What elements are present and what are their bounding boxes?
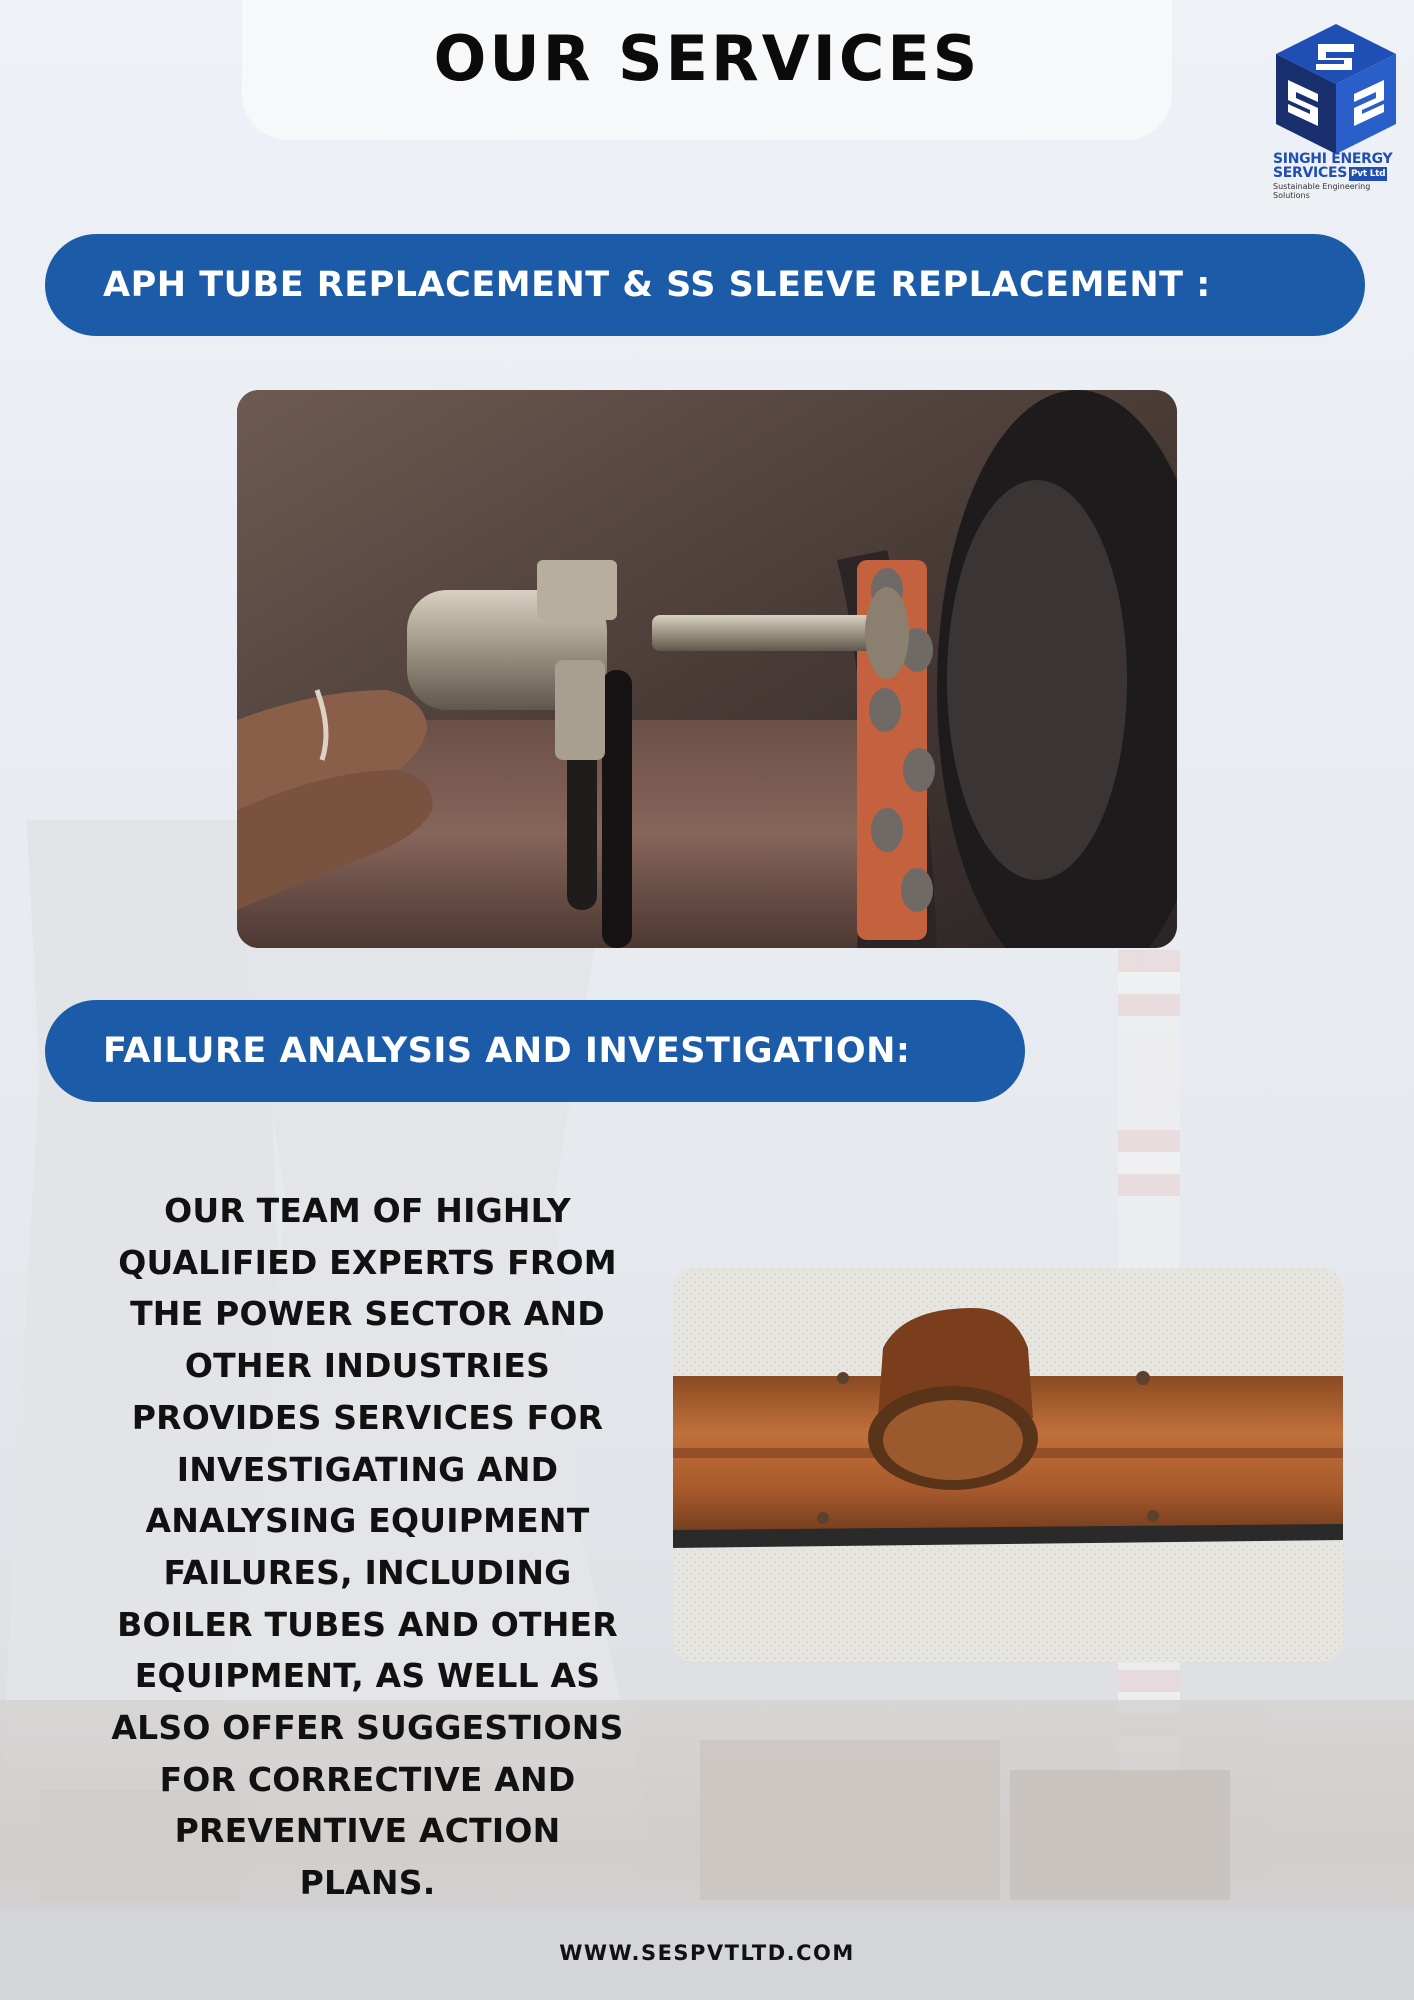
failed-tube-illustration <box>673 1268 1343 1662</box>
text-line: PROVIDES SERVICES FOR <box>131 1397 604 1437</box>
text-line: OUR TEAM OF HIGHLY <box>164 1191 571 1230</box>
logo-tagline: Sustainable Engineering Solutions <box>1273 182 1371 200</box>
logo-company-name: SINGHI ENERGY <box>1273 151 1393 167</box>
text-line: FOR CORRECTIVE AND <box>159 1759 576 1799</box>
text-line: FAILURES, INCLUDING <box>163 1552 572 1592</box>
page-title: OUR SERVICES <box>433 22 981 95</box>
text-line: PREVENTIVE ACTION <box>174 1811 561 1851</box>
text-line: EQUIPMENT, AS WELL AS <box>134 1656 601 1696</box>
website-link[interactable]: WWW.SESPVTLTD.COM <box>559 1941 855 1965</box>
text-line: INVESTIGATING AND <box>176 1449 559 1489</box>
text-line: THE POWER SECTOR AND <box>130 1294 605 1334</box>
aph-tube-photo <box>237 390 1177 948</box>
section-heading-failure-analysis <box>45 1000 1025 1102</box>
failure-analysis-description <box>95 1185 640 1909</box>
text-line: OTHER INDUSTRIES <box>184 1346 551 1386</box>
logo-badge: Pvt Ltd <box>1351 169 1386 179</box>
text-line: ALSO OFFER SUGGESTIONS <box>111 1708 624 1748</box>
text-line: ANALYSING EQUIPMENT <box>145 1501 590 1541</box>
section-heading-aph <box>45 234 1365 336</box>
logo-company-name-2: SERVICES Pvt Ltd <box>1273 165 1386 181</box>
failed-tube-photo <box>673 1268 1343 1662</box>
text-line: BOILER TUBES AND OTHER <box>117 1604 618 1644</box>
aph-tube-illustration <box>237 390 1177 948</box>
text-line: PLANS. <box>299 1863 436 1903</box>
text-line: QUALIFIED EXPERTS FROM <box>118 1242 617 1282</box>
section-heading-text: APH TUBE REPLACEMENT & SS SLEEVE REPLACEMENT : <box>103 265 1211 305</box>
section-heading-text: FAILURE ANALYSIS AND INVESTIGATION: <box>103 1031 911 1071</box>
